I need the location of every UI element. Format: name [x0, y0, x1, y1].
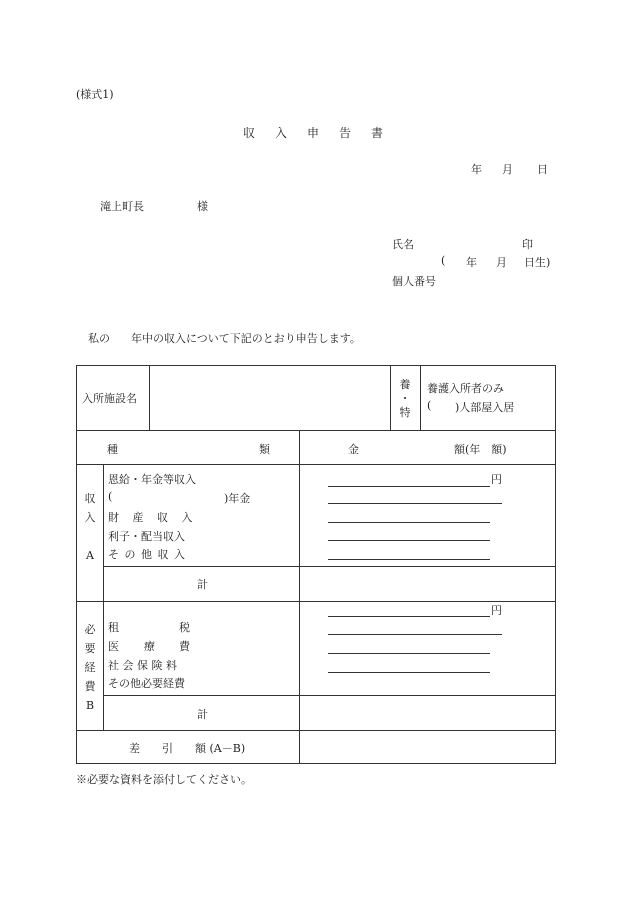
header-type-right: 類 — [259, 443, 270, 456]
income-amount-line-3 — [328, 522, 490, 523]
addressee-honorific: 様 — [197, 200, 208, 213]
expense-amount-line-3 — [328, 653, 490, 654]
income-amount-line-2 — [328, 503, 502, 504]
form-number: (様式1) — [76, 88, 114, 101]
expense-char-2: 要 — [84, 642, 96, 655]
date-day: 日 — [537, 163, 548, 176]
birth-year: 年 — [466, 256, 477, 269]
income-item-pension: 恩給・年金等収入 — [108, 473, 196, 486]
room-suffix: )人部屋入居 — [455, 401, 515, 414]
expense-item-other: その他必要経費 — [108, 677, 185, 690]
birth-open-paren: ( — [441, 254, 446, 267]
expense-item-insurance: 社 会 保 険 料 — [108, 659, 177, 672]
expense-char-3: 経 — [84, 661, 96, 674]
expense-amount-line-4 — [328, 672, 490, 673]
header-amount-left: 金 — [348, 443, 359, 456]
income-item-property: 財 産 収 入 — [108, 511, 198, 524]
expense-item-medical-right: 費 — [179, 640, 190, 653]
income-amount-line-4 — [328, 540, 490, 541]
income-char-2: 入 — [84, 511, 96, 524]
income-item-interest: 利子・配当収入 — [108, 530, 185, 543]
applicant-seal: 印 — [522, 238, 533, 251]
expense-item-medical-left: 医 — [108, 640, 119, 653]
header-type-left: 種 — [107, 443, 118, 456]
yotoku-label — [394, 378, 416, 420]
room-open-paren: ( — [427, 399, 432, 412]
date-year: 年 — [471, 163, 482, 176]
income-declaration-table — [76, 365, 556, 764]
expense-char-4: 費 — [84, 680, 96, 693]
difference-label: 差 引 額 (A－B) — [129, 742, 246, 755]
date-month: 月 — [502, 163, 513, 176]
birth-month: 月 — [496, 256, 507, 269]
expense-amount-line-2 — [328, 634, 502, 635]
expense-amount-line-1 — [328, 616, 490, 617]
expense-char-5: B — [85, 699, 95, 712]
expense-group-label — [79, 620, 101, 715]
income-item-pension-open: ( — [108, 490, 113, 503]
page-title: 収 入 申 告 書 — [243, 126, 388, 140]
expense-char-1: 必 — [84, 623, 96, 636]
income-group-label — [79, 489, 101, 565]
statement-prefix: 私の — [88, 332, 110, 345]
addressee-name: 滝上町長 — [100, 200, 144, 213]
income-amount-line-1 — [328, 486, 490, 487]
facility-label: 入所施設名 — [82, 392, 137, 405]
applicant-name-label: 氏名 — [392, 238, 414, 251]
statement-suffix: 年中の収入について下記のとおり申告します。 — [131, 332, 361, 345]
income-total-label: 計 — [197, 578, 208, 591]
yotoku-char-1: 養 — [399, 378, 411, 391]
applicant-id-label: 個人番号 — [392, 275, 436, 288]
yotoku-char-2: ・ — [399, 392, 411, 405]
expense-item-medical-mid: 療 — [144, 640, 155, 653]
income-char-1: 収 — [84, 492, 96, 505]
header-amount-right: 額(年 額) — [454, 443, 507, 456]
yotoku-char-3: 特 — [399, 406, 411, 419]
income-item-pension-suffix: )年金 — [224, 492, 251, 505]
expense-yen: 円 — [491, 604, 502, 617]
footnote: ※必要な資料を添付してください。 — [76, 773, 252, 786]
expense-item-tax-right: 税 — [179, 621, 190, 634]
expense-total-label: 計 — [197, 708, 208, 721]
income-amount-line-5 — [328, 559, 490, 560]
income-char-3: A — [86, 549, 94, 562]
income-yen: 円 — [491, 473, 502, 486]
birth-day: 日生) — [524, 256, 551, 269]
income-item-other: そ の 他 収 入 — [108, 548, 186, 561]
yogo-only-label: 養護入所者のみ — [427, 382, 504, 395]
expense-item-tax-left: 租 — [108, 621, 119, 634]
